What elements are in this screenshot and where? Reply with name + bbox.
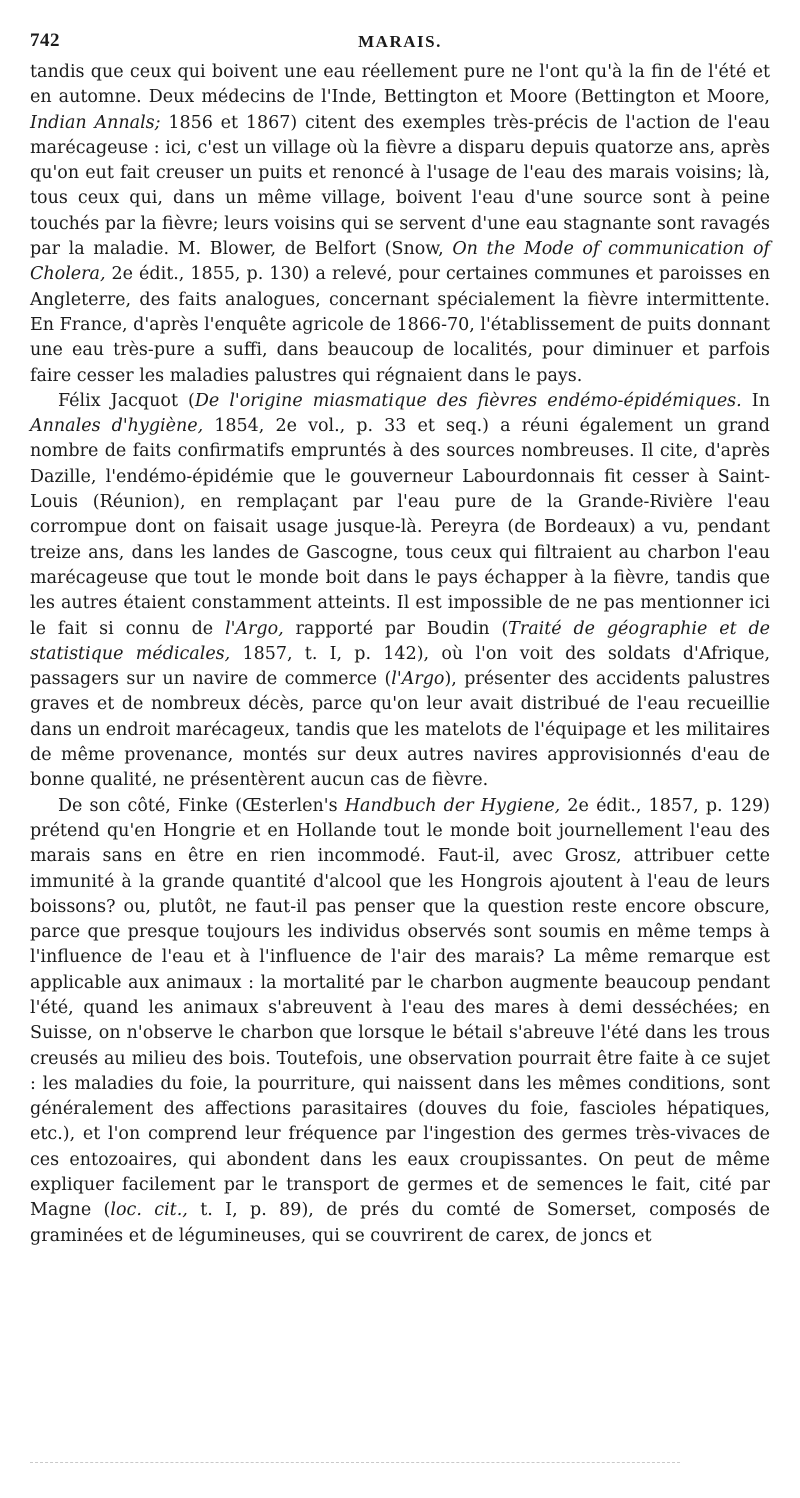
paragraph-3-citation: loc. cit., bbox=[110, 1200, 188, 1221]
paragraph-3-segment: 2e édit., 1857, p. 129) prétend qu'en Hongrie et en Hollande tout le monde boit journellement l'eau des marais sans en être en rien incommodé. Faut-il, avec Grosz, attribuer cette immunité à la grande quantité d'alcool que les Hongrois ajoutent à l'eau de leurs boissons? ou, plutôt, ne faut-il pas penser que la question reste encore obscure, parce que presque toujours les individus observés sont soumis en même temps à l'influence de l'eau et à l'influence de l'air des marais? La même remarque est applicable aux animaux : la mortalité par le charbon augmente beaucoup pendant l'été, quand les animaux s'abreuvent à l'eau des mares à demi desséchées; en Suisse, on n'observe le charbon que lorsque le bétail s'abreuve l'été dans les trous creusés au milieu des bois. Toutefois, une observation pourrait être faite à ce sujet : les maladies du foie, la pourriture, qui naissent dans les mêmes conditions, sont généralement des affections parasitaires (douves du foie, fascioles hépatiques, etc.), et l'on comprend leur fréquence par l'ingestion des germes très-vivaces de ces entozoaires, qui abondent dans les eaux croupissantes. On peut de même expliquer facilement par le transport de germes et de semences le fait, cité par Magne ( bbox=[30, 795, 770, 1221]
body-text bbox=[30, 60, 770, 1249]
paragraph-2-citation: l'Argo bbox=[391, 669, 445, 690]
paragraph-2-segment: 1854, 2e vol., p. 33 et seq.) a réuni également un grand nombre de faits confirmatifs empruntés à des sources nombreuses. Il cite, d'après Dazille, l'endémo-épidémie que le gouverneur Labourdonnais fit cesser à Saint-Louis (Réunion), en remplaçant par l'eau pure de la Grande-Rivière l'eau corrompue dont on faisait usage jusque-là. Pereyra (de Bordeaux) a vu, pendant treize ans, dans les landes de Gascogne, tous ceux qui filtraient au charbon l'eau marécageuse que tout le monde boit dans le pays échapper à la fièvre, tandis que les autres étaient constamment atteints. Il est impossible de ne pas mentionner ici le fait si connu de bbox=[30, 416, 770, 639]
paragraph-3-segment: De son côté, Finke (Œsterlen's bbox=[58, 795, 345, 816]
page-number: 742 bbox=[30, 30, 60, 51]
paragraph-1-segment: 2e édit., 1855, p. 130) a relevé, pour certaines communes et paroisses en Angleterre, des faits analogues, concernant spécialement la fièvre intermittente. En France, d'après l'enquête agricole de 1866-70, l'établissement de puits donnant une eau très-pure a suffi, dans beaucoup de localités, pour diminuer et parfois faire cesser les maladies palustres qui régnaient dans le pays. bbox=[30, 264, 770, 386]
footer-divider bbox=[30, 1462, 680, 1463]
paragraph-1-citation: Indian Annals; bbox=[30, 112, 161, 133]
paragraph-2-segment: ), présenter des accidents palustres graves et de nombreux décès, parce qu'on leur avait distribué de l'eau recueillie dans un endroit marécageux, tandis que les matelots de l'équipage et les militaires de même provenance, montés sur deux autres navires approvisionnés d'eau de bonne qualité, ne présentèrent aucun cas de fièvre. bbox=[30, 669, 770, 791]
paragraph-2-segment: rapporté par Boudin ( bbox=[283, 618, 509, 639]
paragraph-2 bbox=[30, 389, 770, 794]
paragraph-2-segment: Félix Jacquot ( bbox=[58, 390, 195, 411]
paragraph-2-segment: In bbox=[741, 390, 770, 411]
paragraph-2-citation: De l'origine miasmatique des fièvres endémo-épidémiques. bbox=[194, 390, 742, 411]
paragraph-1-segment: tandis que ceux qui boivent une eau réellement pure ne l'ont qu'à la fin de l'été et en automne. Deux médecins de l'Inde, Bettington et Moore (Bettington et Moore, bbox=[30, 62, 770, 108]
paragraph-2-citation: l'Argo, bbox=[225, 618, 284, 639]
paragraph-3-citation: Handbuch der Hygiene, bbox=[344, 795, 561, 816]
paragraph-1 bbox=[30, 60, 770, 389]
page-header bbox=[30, 30, 770, 56]
paragraph-2-citation: Annales d'hygiène, bbox=[30, 416, 204, 437]
book-page bbox=[30, 30, 770, 1249]
paragraph-1-segment: 1856 et 1867) citent des exemples très-précis de l'action de l'eau marécageuse : ici, c'est un village où la fièvre a disparu depuis quatorze ans, après qu'on eut fait creuser un puits et renoncé à l'usage de l'eau des marais voisins; là, tous ceux qui, dans un même village, boivent l'eau d'une source sont à peine touchés par la fièvre; leurs voisins qui se servent d'une eau stagnante sont ravagés par la maladie. M. Blower, de Belfort (Snow, bbox=[30, 112, 770, 260]
paragraph-3-segment: t. I, p. 89), de prés du comté de Somerset, composés de graminées et de légumineuses, qui se couvrirent de carex, de joncs et bbox=[30, 1200, 770, 1246]
paragraph-2-segment: 1857, t. I, p. 142), où l'on voit des soldats d'Afrique, passagers sur un navire de commerce ( bbox=[30, 643, 771, 690]
paragraph-3 bbox=[30, 794, 770, 1249]
running-title: MARAIS. bbox=[358, 32, 442, 51]
paragraph-2-citation: Traité de géographie et de statistique médicales, bbox=[30, 618, 771, 664]
paragraph-1-citation: On the Mode of communication of Cholera, bbox=[30, 239, 770, 285]
